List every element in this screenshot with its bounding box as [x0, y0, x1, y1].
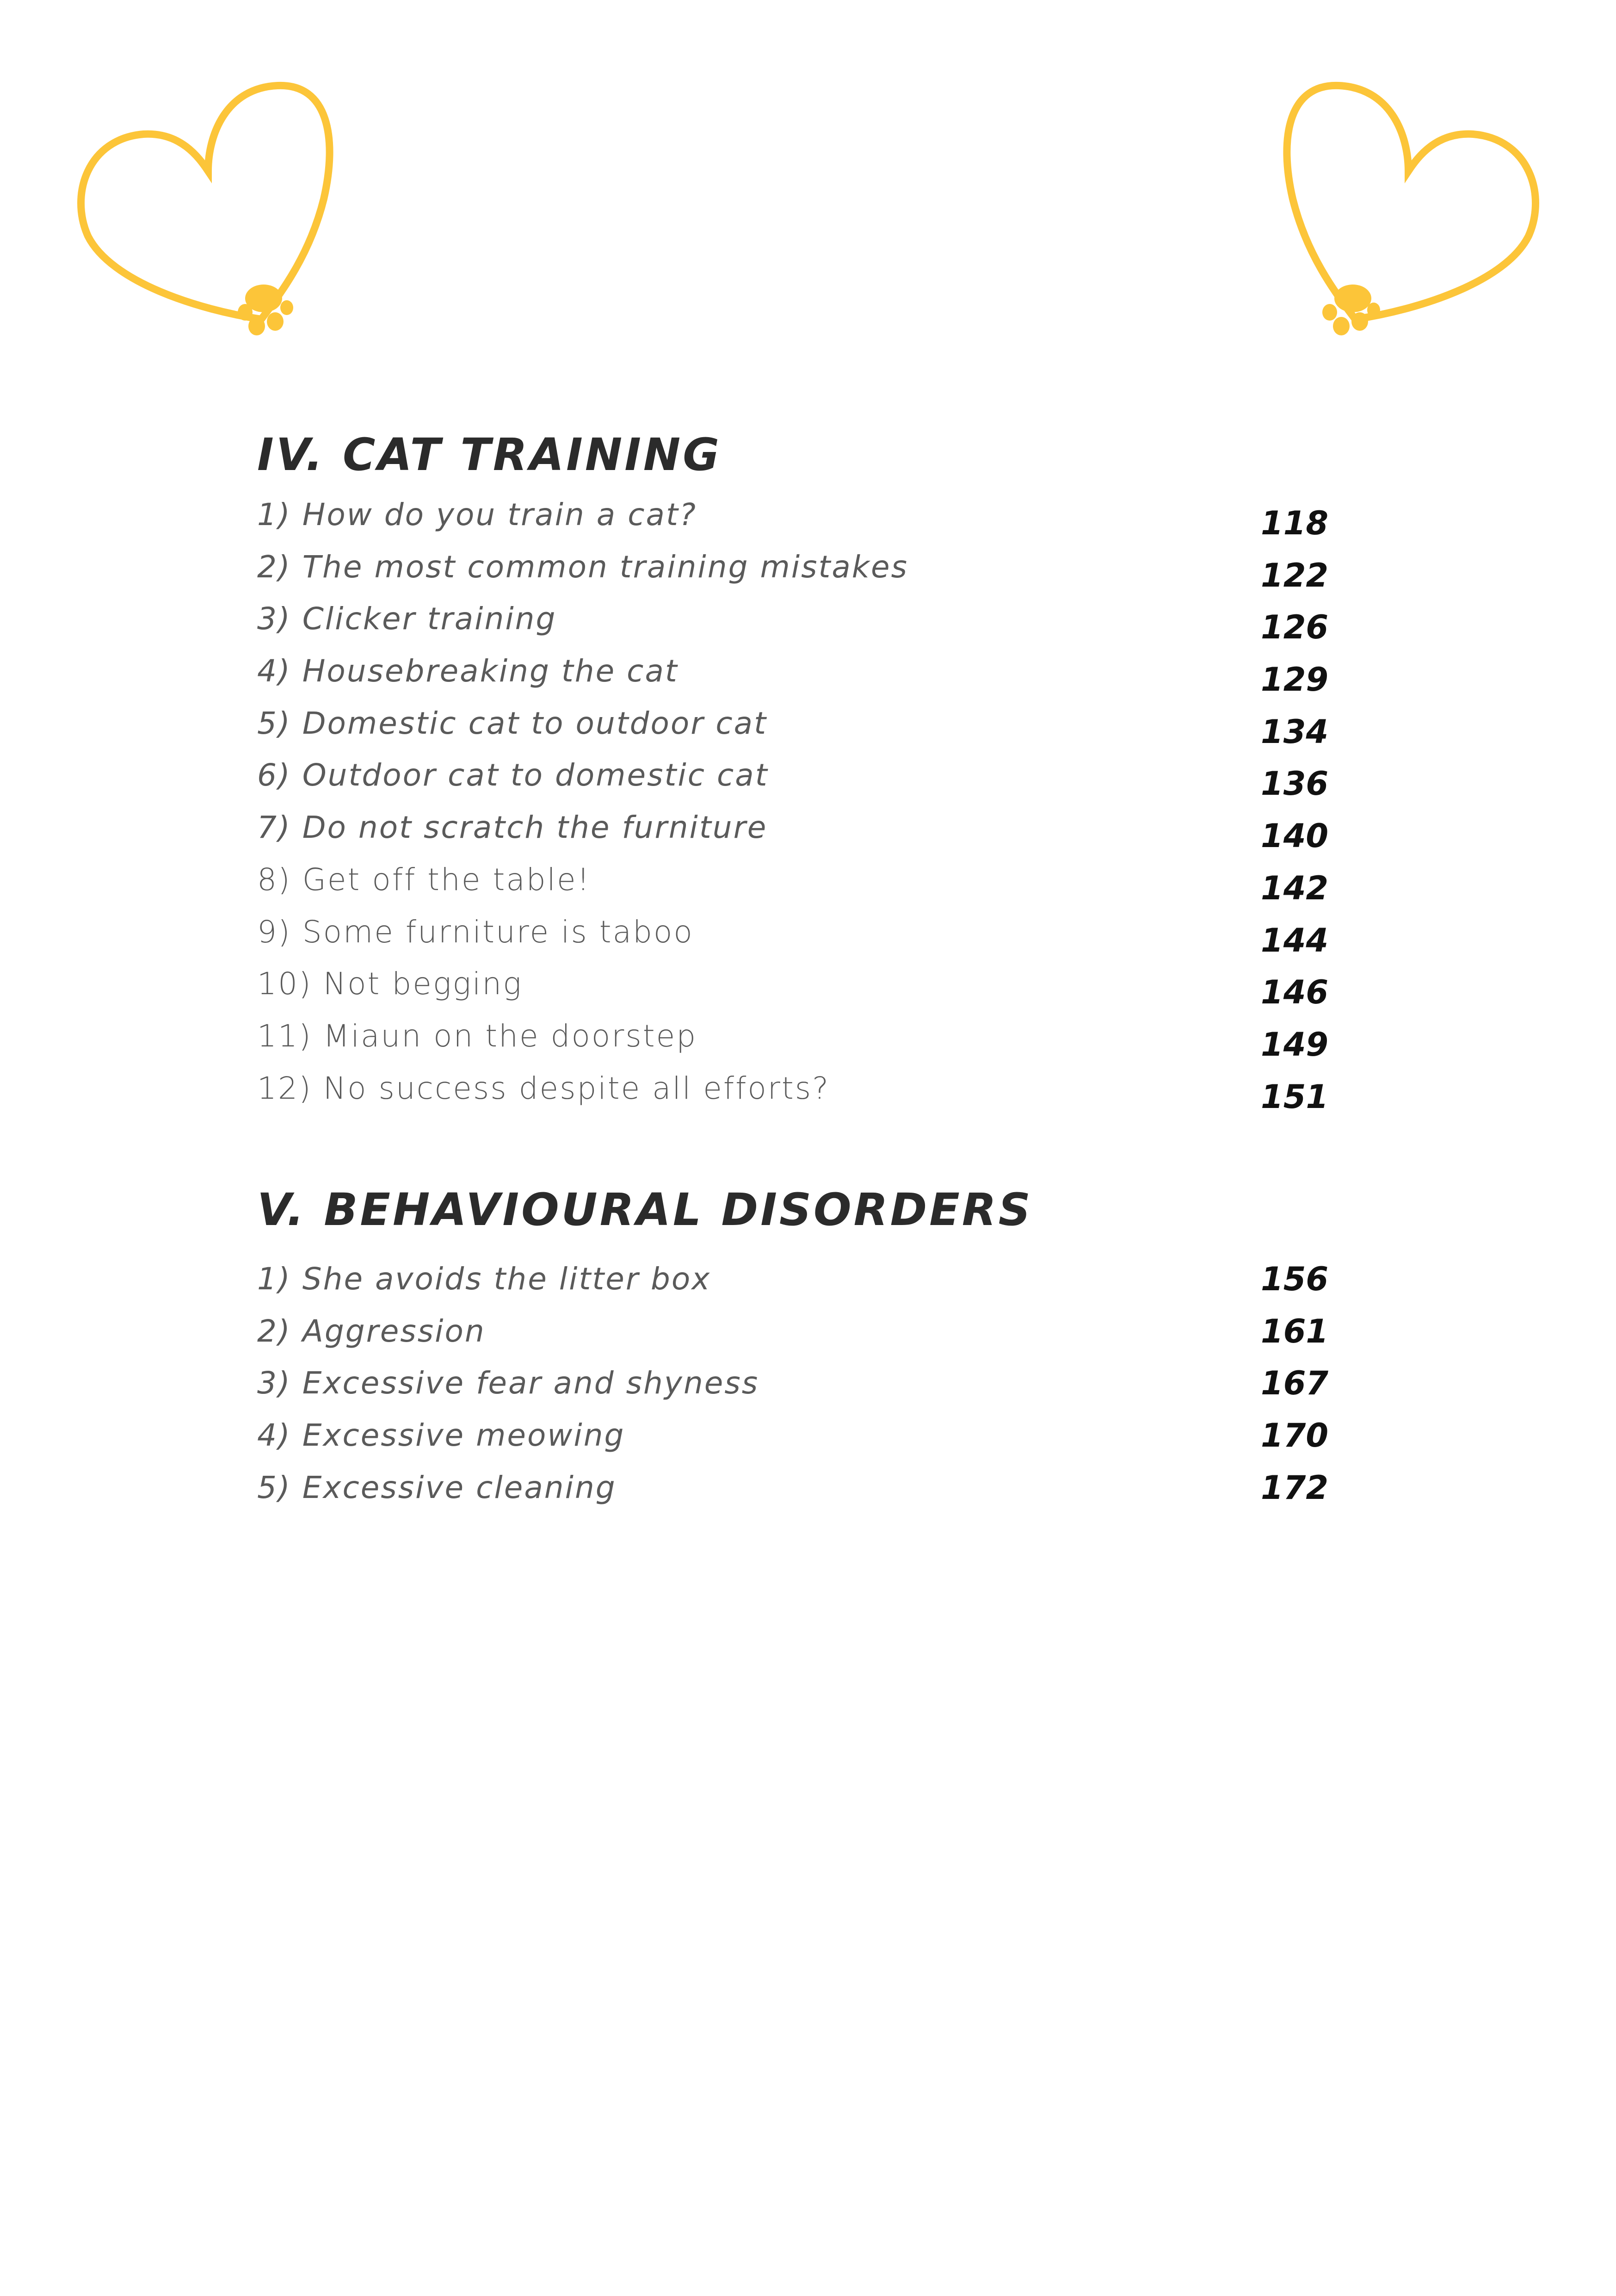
toc-entry-page-number: 151: [1261, 1077, 1329, 1116]
toc-entry: [257, 755, 1376, 807]
toc-entry-label: 5) Domestic cat to outdoor cat: [257, 705, 767, 741]
section-heading: V. BEHAVIOURAL DISORDERS: [257, 1184, 1033, 1236]
toc-entry-page-number: 126: [1261, 608, 1329, 647]
toc-entry-page-number: 144: [1261, 921, 1329, 959]
toc-entry: [257, 598, 1376, 650]
toc-entry: [257, 963, 1376, 1015]
toc-entry-page-number: 142: [1261, 869, 1329, 907]
heart-paw-icon: [1270, 79, 1547, 338]
toc-entry: [257, 859, 1376, 911]
toc-entry: [257, 546, 1376, 599]
toc-entry-page-number: 161: [1261, 1312, 1329, 1350]
toc-entry: [257, 1311, 1376, 1363]
toc-entry-label: 11) Miaun on the doorstep: [257, 1018, 697, 1054]
toc-entry-page-number: 118: [1261, 504, 1329, 542]
toc-entry-label: 1) She avoids the litter box: [257, 1261, 711, 1297]
section-heading: IV. CAT TRAINING: [257, 429, 722, 481]
toc-entry-page-number: 149: [1261, 1025, 1329, 1064]
toc-entry-page-number: 136: [1261, 765, 1329, 803]
heart-paw-decoration-right: [1270, 79, 1547, 338]
toc-section-behavioural-disorders: [257, 1180, 1376, 1519]
toc-entry-label: 8) Get off the table!: [257, 861, 591, 897]
toc-entry-page-number: 122: [1261, 556, 1329, 594]
heart-paw-decoration-left: [69, 79, 347, 338]
toc-entry: [257, 1015, 1376, 1068]
toc-entry-label: 4) Excessive meowing: [257, 1417, 625, 1454]
toc-entry-label: 5) Excessive cleaning: [257, 1469, 617, 1505]
toc-entry: [257, 650, 1376, 703]
toc-entry: [257, 807, 1376, 859]
toc-entry-page-number: 146: [1261, 973, 1329, 1012]
toc-entry: [257, 1258, 1376, 1311]
toc-entry: [257, 494, 1376, 546]
toc-entry-list: [257, 1258, 1376, 1519]
toc-entry-label: 2) The most common training mistakes: [257, 549, 909, 585]
toc-entry-list: [257, 494, 1376, 1120]
toc-entry-label: 3) Clicker training: [257, 601, 557, 637]
toc-entry: [257, 703, 1376, 755]
toc-entry-label: 6) Outdoor cat to domestic cat: [257, 757, 769, 793]
toc-entry-label: 1) How do you train a cat?: [257, 497, 697, 532]
toc-entry: [257, 1362, 1376, 1415]
toc-entry-label: 4) Housebreaking the cat: [257, 653, 678, 689]
toc-entry: [257, 1467, 1376, 1519]
toc-entry: [257, 1415, 1376, 1467]
toc-entry-page-number: 129: [1261, 661, 1329, 699]
toc-entry-page-number: 167: [1261, 1364, 1329, 1403]
toc-entry: [257, 911, 1376, 964]
toc-entry-label: 9) Some furniture is taboo: [257, 914, 694, 950]
toc-section-cat-training: [257, 425, 1376, 1120]
toc-entry-page-number: 156: [1261, 1260, 1329, 1298]
toc-entry: [257, 1068, 1376, 1120]
toc-entry-label: 2) Aggression: [257, 1313, 486, 1349]
toc-entry-label: 3) Excessive fear and shyness: [257, 1365, 759, 1401]
toc-entry-label: 10) Not begging: [257, 966, 523, 1002]
toc-entry-page-number: 172: [1261, 1468, 1329, 1507]
toc-entry-label: 12) No success despite all efforts?: [257, 1070, 830, 1106]
toc-entry-page-number: 140: [1261, 817, 1329, 855]
toc-entry-page-number: 170: [1261, 1417, 1329, 1455]
toc-entry-page-number: 134: [1261, 712, 1329, 751]
toc-entry-label: 7) Do not scratch the furniture: [257, 810, 768, 846]
heart-paw-icon: [69, 79, 347, 338]
